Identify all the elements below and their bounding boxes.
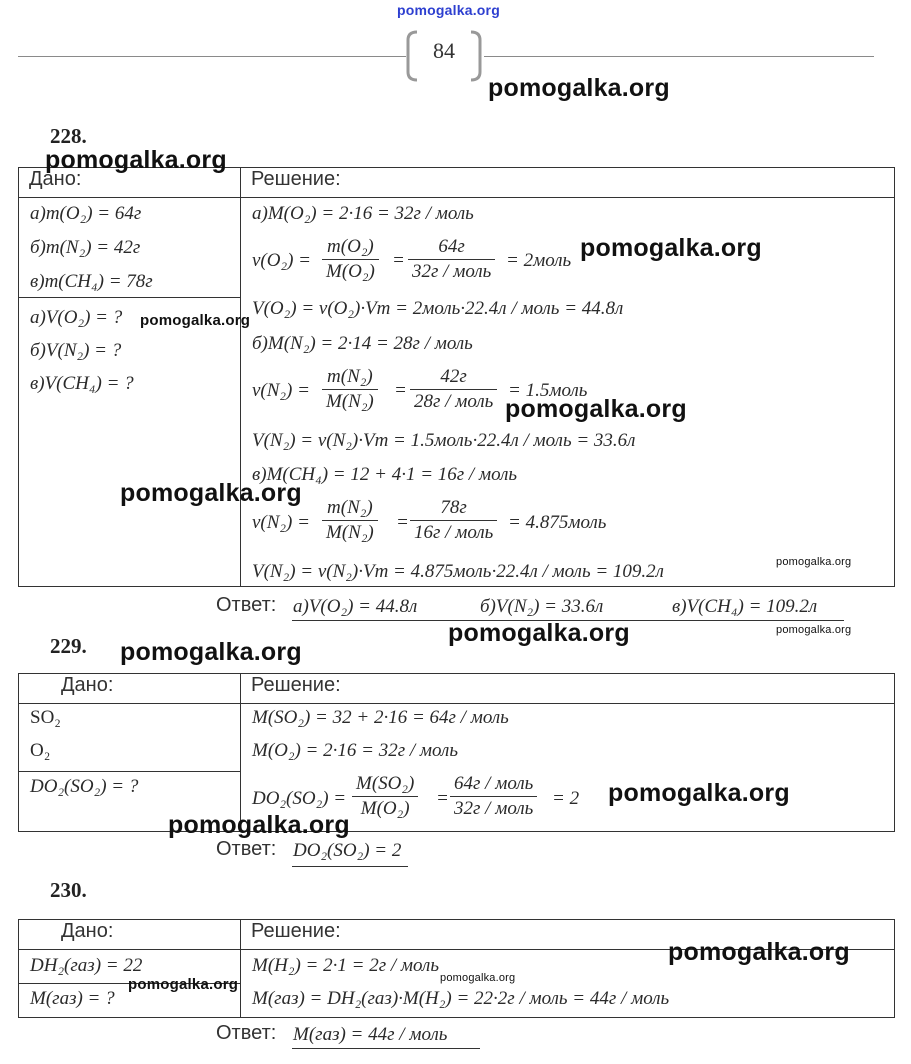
answer-a: а)V(O₂) = 44.8л — [293, 596, 418, 617]
denominator: 32г / моль — [454, 798, 534, 819]
fraction-bar — [408, 259, 495, 260]
watermark: pomogalka.org — [440, 972, 516, 984]
problem-229-number: 229. — [50, 634, 87, 658]
solution-line: V(N₂) = ν(N₂)·Vm = 4.875моль·22.4л / моль = 109.2л — [252, 561, 664, 582]
solution-line: ν(O₂) = — [252, 250, 311, 271]
denominator: 32г / моль — [412, 261, 492, 282]
numerator: m(N₂) — [327, 497, 373, 518]
solution-line: б)M(N₂) = 2·14 = 28г / моль — [252, 333, 473, 354]
numerator: 42г — [440, 366, 467, 387]
answer-underline — [292, 1048, 480, 1049]
numerator: 64г / моль — [454, 773, 534, 794]
solution-line: M(газ) = DH₂(газ)·M(H₂) = 22·2г / моль = 44г / моль — [252, 988, 670, 1009]
watermark: pomogalka.org — [668, 938, 850, 966]
watermark: pomogalka.org — [120, 479, 302, 507]
answer-label: Ответ: — [216, 594, 277, 616]
fraction — [408, 236, 495, 283]
watermark: pomogalka.org — [448, 619, 630, 647]
fraction — [352, 773, 418, 820]
numerator: m(O₂) — [327, 236, 374, 257]
given-header-cell — [19, 920, 241, 950]
solution-line: а)M(O₂) = 2·16 = 32г / моль — [252, 203, 474, 224]
answer-c: в)V(CH₄) = 109.2л — [672, 596, 818, 617]
watermark: pomogalka.org — [128, 976, 239, 993]
solution-line: M(SO₂) = 32 + 2·16 = 64г / моль — [252, 707, 509, 728]
solution-line: = 2моль — [506, 250, 572, 271]
problem-228-number: 228. — [50, 124, 87, 148]
answer: DO₂(SO₂) = 2 — [293, 840, 402, 861]
solution-line: ν(N₂) = — [252, 380, 310, 401]
given-line: DH₂(газ) = 22 — [30, 955, 143, 976]
denominator: 16г / моль — [414, 522, 494, 543]
fraction — [322, 497, 378, 544]
answer: M(газ) = 44г / моль — [293, 1024, 448, 1045]
given-header: Дано: — [29, 168, 82, 190]
answer-label: Ответ: — [216, 1022, 277, 1044]
denominator: 28г / моль — [414, 391, 494, 412]
fraction — [322, 236, 379, 283]
given-header: Дано: — [61, 920, 114, 942]
solution-header: Решение: — [251, 920, 341, 942]
given-header-cell — [19, 674, 241, 704]
solution-line: M(H₂) = 2·1 = 2г / моль — [252, 955, 439, 976]
watermark: pomogalka.org — [776, 556, 852, 568]
fraction — [450, 773, 537, 820]
fraction-bar — [410, 520, 497, 521]
numerator: 78г — [440, 497, 467, 518]
given-line: в)m(CH₄) = 78г — [30, 271, 153, 292]
page-number: 84 — [433, 38, 455, 63]
numerator: M(SO₂) — [356, 773, 415, 794]
problem-230-number: 230. — [50, 878, 87, 902]
fraction-bar — [410, 389, 497, 390]
find-line: в)V(CH₄) = ? — [30, 373, 134, 394]
solution-line: в)M(CH₄) = 12 + 4·1 = 16г / моль — [252, 464, 518, 485]
numerator: 64г — [438, 236, 465, 257]
solution-header: Решение: — [251, 674, 341, 696]
fraction-bar — [450, 796, 537, 797]
solution-header-cell — [241, 674, 895, 704]
header-rule-right — [484, 56, 874, 57]
find-line: б)V(N₂) = ? — [30, 340, 122, 361]
watermark: pomogalka.org — [505, 395, 687, 423]
solution-line: DO₂(SO₂) = — [252, 788, 347, 809]
solution-line: = 1.5моль — [508, 380, 588, 401]
given-line: б)m(N₂) = 42г — [30, 237, 141, 258]
given-line: а)m(O₂) = 64г — [30, 203, 142, 224]
answer-b: б)V(N₂) = 33.6л — [480, 596, 604, 617]
equals-sign: = — [436, 788, 449, 809]
solution-line: = 2 — [552, 788, 580, 809]
fraction — [322, 366, 378, 413]
watermark: pomogalka.org — [140, 312, 251, 329]
fraction-bar — [322, 259, 379, 260]
solution-line: V(N₂) = ν(N₂)·Vm = 1.5моль·22.4л / моль = 33.6л — [252, 430, 636, 451]
denominator: M(O₂) — [326, 261, 375, 282]
solution-line: M(O₂) = 2·16 = 32г / моль — [252, 740, 458, 761]
find-line: DO₂(SO₂) = ? — [30, 776, 139, 797]
solution-header-cell — [241, 168, 895, 198]
given-line: SO₂ — [30, 707, 61, 728]
given-header: Дано: — [61, 674, 114, 696]
equals-sign: = — [392, 250, 405, 271]
solution-line: = 4.875моль — [508, 512, 607, 533]
watermark-top: pomogalka.org — [397, 2, 500, 18]
given-line: O₂ — [30, 740, 51, 761]
watermark: pomogalka.org — [488, 74, 670, 102]
watermark: pomogalka.org — [776, 624, 852, 636]
solution-header: Решение: — [251, 168, 341, 190]
watermark: pomogalka.org — [580, 234, 762, 262]
watermark: pomogalka.org — [45, 146, 227, 174]
find-line: а)V(O₂) = ? — [30, 307, 123, 328]
fraction-bar — [322, 389, 378, 390]
solution-line: V(O₂) = ν(O₂)·Vm = 2моль·22.4л / моль = 44.8л — [252, 298, 624, 319]
watermark: pomogalka.org — [120, 638, 302, 666]
equals-sign: = — [394, 380, 407, 401]
fraction-bar — [352, 796, 418, 797]
solution-line: ν(N₂) = — [252, 512, 310, 533]
equals-sign: = — [396, 512, 409, 533]
watermark: pomogalka.org — [168, 811, 350, 839]
find-line: M(газ) = ? — [30, 988, 115, 1009]
header-rule-left — [18, 56, 406, 57]
denominator: M(N₂) — [326, 391, 374, 412]
answer-label: Ответ: — [216, 838, 277, 860]
fraction — [410, 497, 497, 544]
denominator: M(N₂) — [326, 522, 374, 543]
watermark: pomogalka.org — [608, 779, 790, 807]
fraction-bar — [322, 520, 378, 521]
fraction — [410, 366, 497, 413]
denominator: M(O₂) — [360, 798, 410, 819]
answer-underline — [292, 866, 408, 867]
numerator: m(N₂) — [327, 366, 373, 387]
